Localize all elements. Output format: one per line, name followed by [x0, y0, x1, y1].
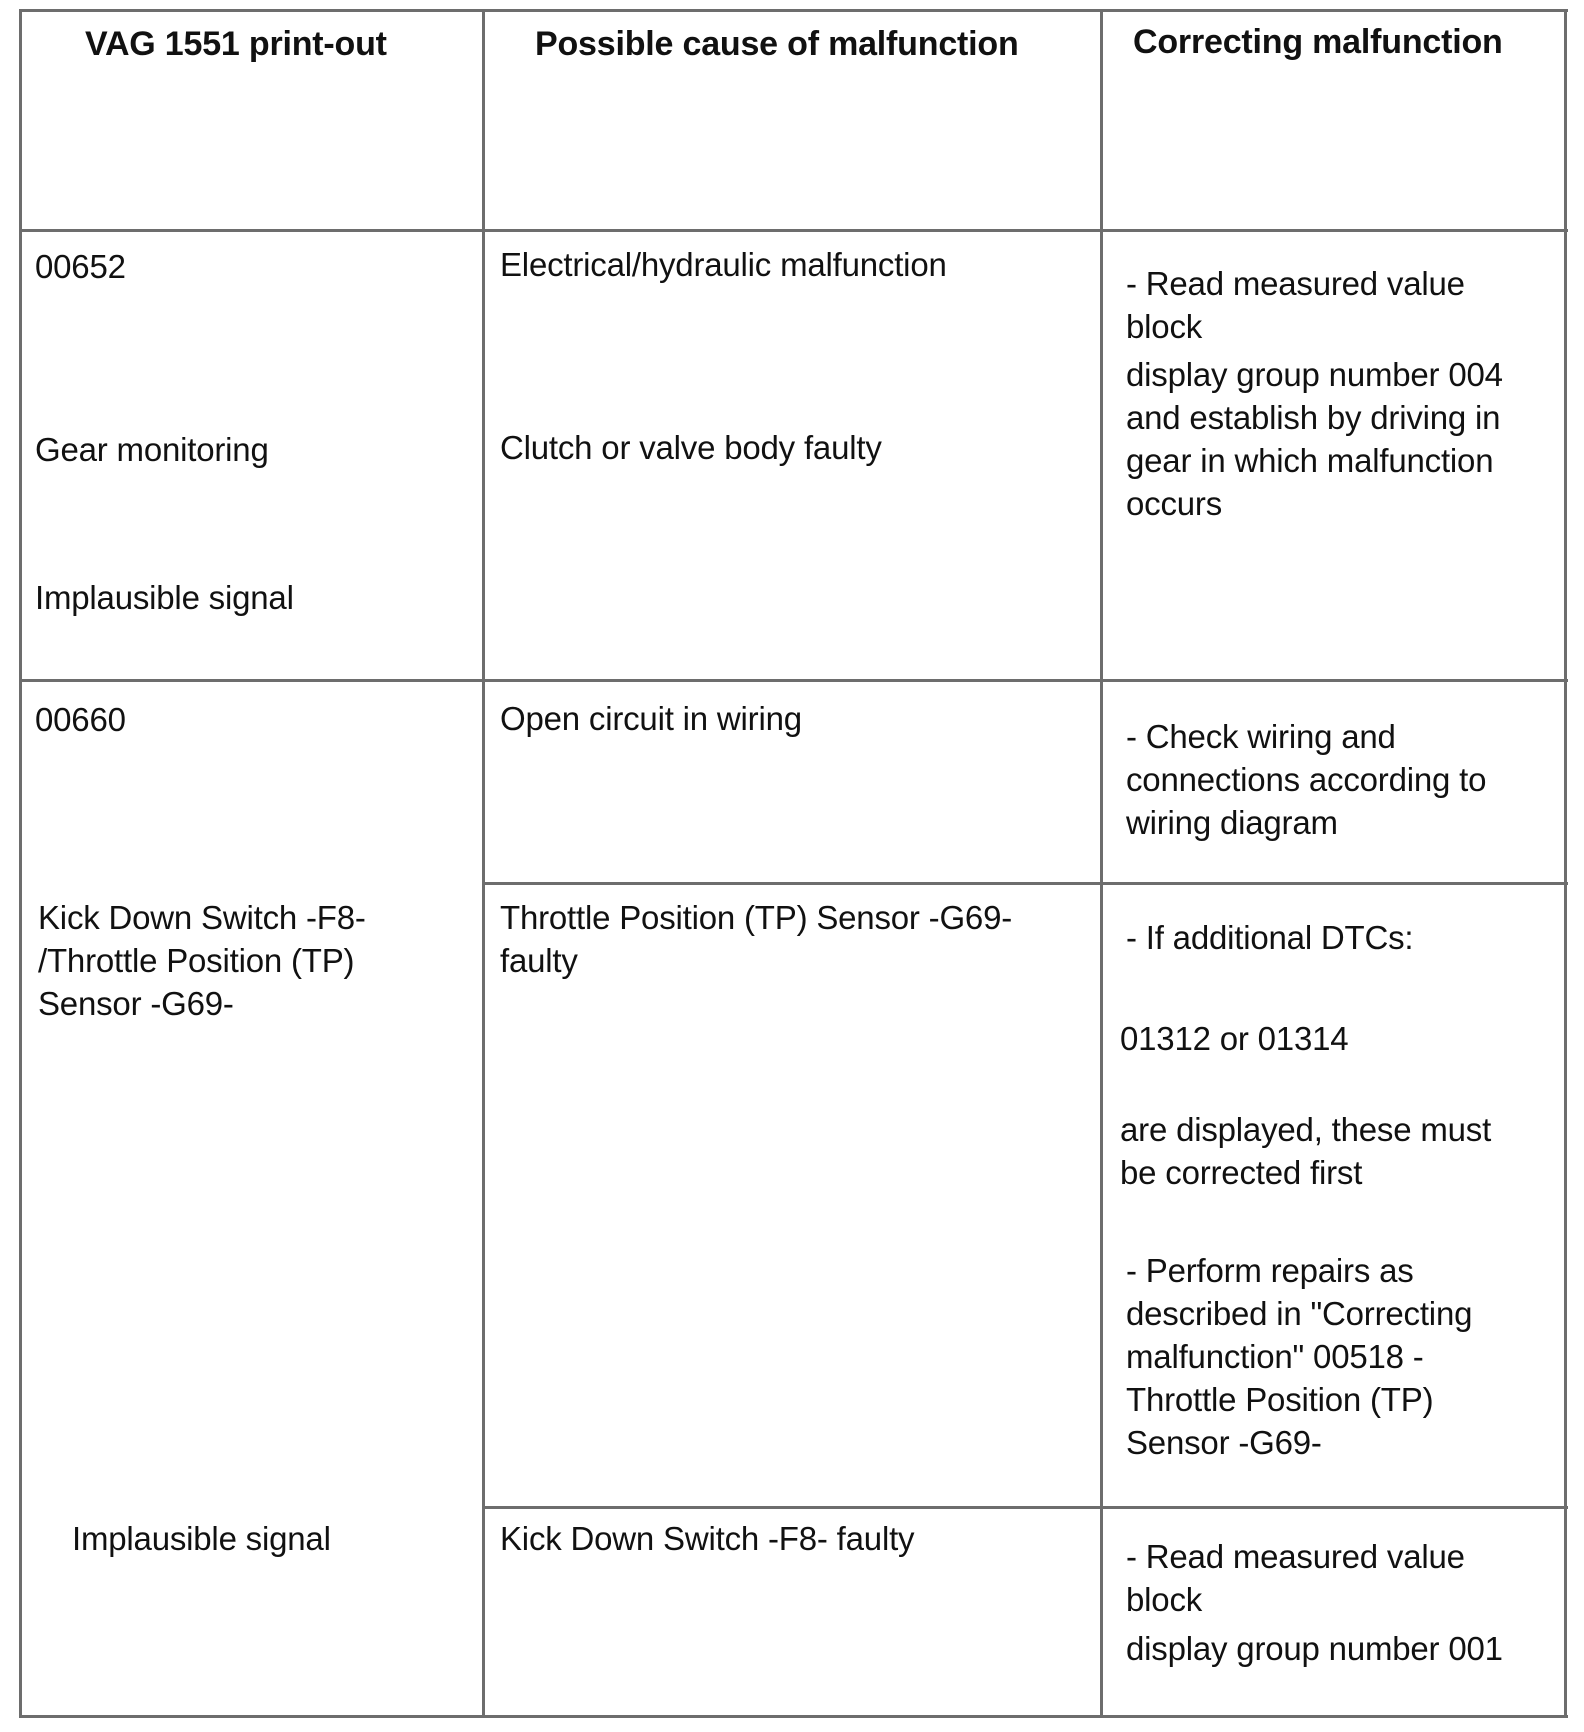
correction-read-measured-001: - Read measured value block	[1126, 1538, 1465, 1618]
table-border-subrow1	[482, 882, 1568, 885]
table-border-header-bottom	[21, 229, 1568, 232]
correction-check-wiring: - Check wiring and connections according to wiring diagram	[1126, 718, 1487, 841]
header-possible-cause: Possible cause of malfunction	[535, 25, 1019, 63]
correction-corrected-first: are displayed, these must be corrected first	[1120, 1111, 1492, 1191]
fault-component-gear-monitoring: Gear monitoring	[35, 431, 269, 468]
fault-code-00652: 00652	[35, 248, 126, 285]
table-border-right	[1564, 9, 1567, 1718]
header-vag-printout: VAG 1551 print-out	[85, 25, 387, 63]
correction-display-group-004: display group number 004 and establish by driving in gear in which malfunction occurs	[1126, 356, 1503, 522]
table-border-column1	[482, 9, 485, 1718]
fault-component-kickdown-tp-sensor: Kick Down Switch -F8- /Throttle Position (TP) Sensor -G69-	[38, 899, 366, 1022]
correction-read-measured-004: - Read measured value block	[1126, 265, 1465, 345]
correction-additional-dtcs: - If additional DTCs:	[1126, 919, 1414, 956]
table-border-bottom	[21, 1715, 1568, 1718]
table-border-row1-bottom	[21, 679, 1568, 682]
fault-signal-implausible-1: Implausible signal	[35, 579, 294, 616]
cause-tp-sensor-faulty: Throttle Position (TP) Sensor -G69- faulty	[500, 899, 1013, 979]
table-border-left	[19, 9, 22, 1718]
table-border-subrow2	[482, 1506, 1568, 1509]
cause-open-circuit: Open circuit in wiring	[500, 700, 802, 737]
correction-perform-repairs: - Perform repairs as described in "Correcting malfunction" 00518 - Throttle Position (TP) Sensor -G69-	[1126, 1252, 1473, 1461]
table-border-top	[21, 9, 1568, 12]
table-border-column2	[1100, 9, 1103, 1718]
header-correcting-malfunction: Correcting malfunction	[1133, 23, 1503, 61]
cause-kickdown-switch-faulty: Kick Down Switch -F8- faulty	[500, 1520, 915, 1557]
cause-electrical-hydraulic: Electrical/hydraulic malfunction	[500, 246, 947, 283]
cause-clutch-valve-body: Clutch or valve body faulty	[500, 429, 882, 466]
correction-dtc-codes: 01312 or 01314	[1120, 1020, 1349, 1057]
fault-code-00660: 00660	[35, 701, 126, 738]
fault-signal-implausible-2: Implausible signal	[72, 1520, 331, 1557]
correction-display-group-001: display group number 001	[1126, 1630, 1503, 1667]
